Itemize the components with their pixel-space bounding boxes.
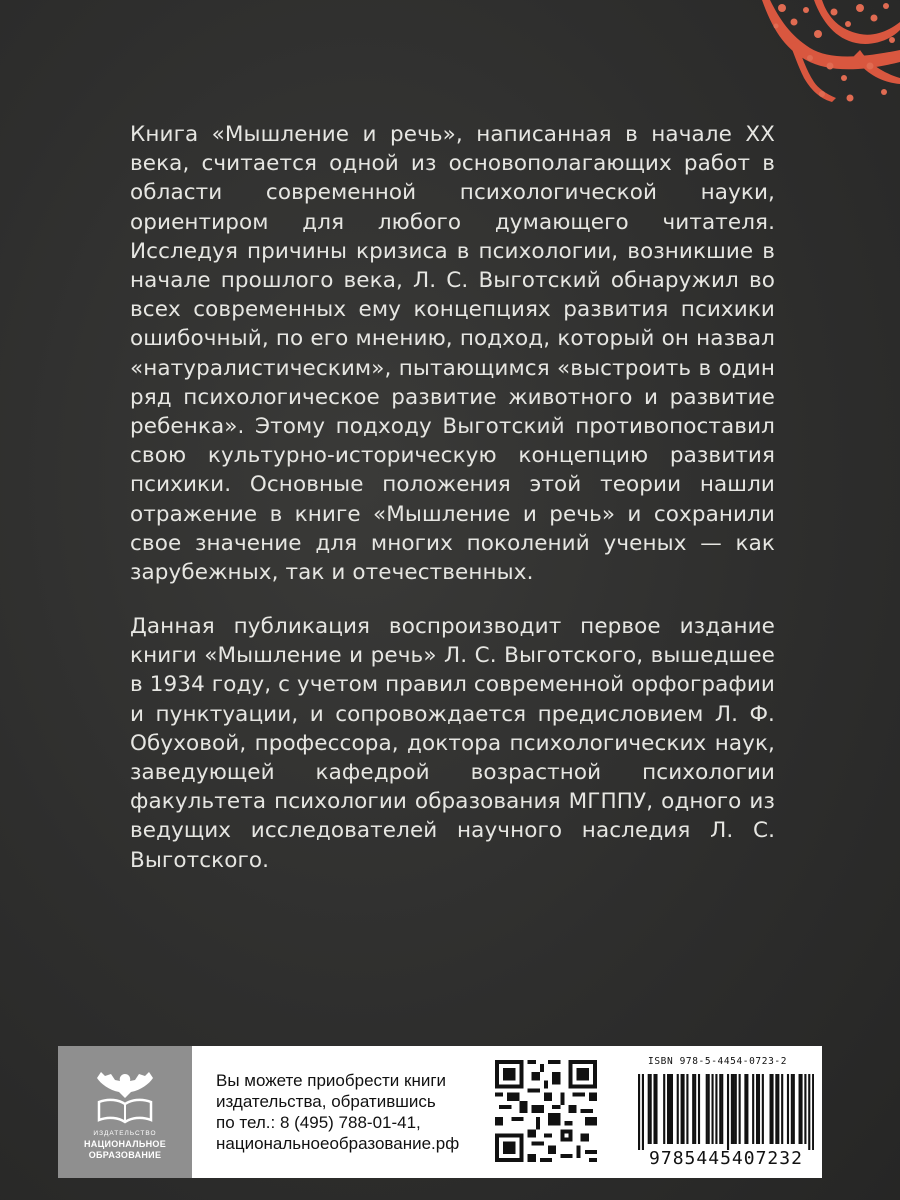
barcode-icon [638, 1074, 814, 1150]
contact-info [216, 1070, 506, 1154]
contact-website: национальноеобразование.рф [216, 1134, 460, 1153]
isbn-label: ISBN 978-5-4454-0723-2 [648, 1056, 788, 1067]
contact-line: издательства, обратившись [216, 1092, 436, 1111]
paragraph-text: Данная публикация воспроизводит первое издание книги «Мышление и речь» Л. С. Выготского, вышедшее в 1934 году, с учетом правил современной орфографии и пунктуации, и сопровождается предисловием Л. Ф. Обуховой, профессора, доктора психологических наук, заведующей кафедрой возрастной психологии факультета психологии образования МГППУ, одного из ведущих исследователей научного наследия Л. С. Выготского. [130, 614, 775, 873]
contact-line: Вы можете приобрести книги [216, 1071, 447, 1090]
description-paragraph-2 [130, 612, 775, 875]
description-paragraph-1 [130, 120, 775, 587]
publisher-name-line2: ОБРАЗОВАНИЕ [88, 1150, 162, 1160]
qr-code-icon [495, 1060, 597, 1162]
contact-phone: по тел.: 8 (495) 788-01-41, [216, 1113, 421, 1132]
imprint-panel [58, 1046, 822, 1178]
eagle-on-book-icon [93, 1068, 157, 1128]
publisher-name-line1: НАЦИОНАЛЬНОЕ [83, 1139, 167, 1149]
tree-illustration [710, 0, 900, 110]
publisher-name [58, 1139, 192, 1161]
paragraph-text: Книга «Мышление и речь», написанная в начале XX века, считается одной из основополагающих работ в области современной психологической науки, ориентиром для любого думающего читателя. Исследуя причины кризиса в психологии, возникшие в начале прошлого века, Л. С. Выготский обнаружил во всех современных ему концепциях развития психики ошибочный, по его мнению, подход, который он назвал «натуралистическим», пытающимся «выстроить в один ряд психологическое развитие животного и развитие ребенка». Этому подходу Выготский противопоставил свою культурно-историческую концепцию развития психики. Основные положения этой теории нашли отражение в книге «Мышление и речь» и сохранили свое значение для многих поколений ученых — как зарубежных, так и отечественных. [130, 122, 775, 586]
barcode-digits: 9785445407232 [649, 1148, 803, 1169]
isbn-block [636, 1056, 816, 1172]
publisher-box [58, 1046, 192, 1178]
publisher-label: ИЗДАТЕЛЬСТВО [93, 1130, 157, 1137]
